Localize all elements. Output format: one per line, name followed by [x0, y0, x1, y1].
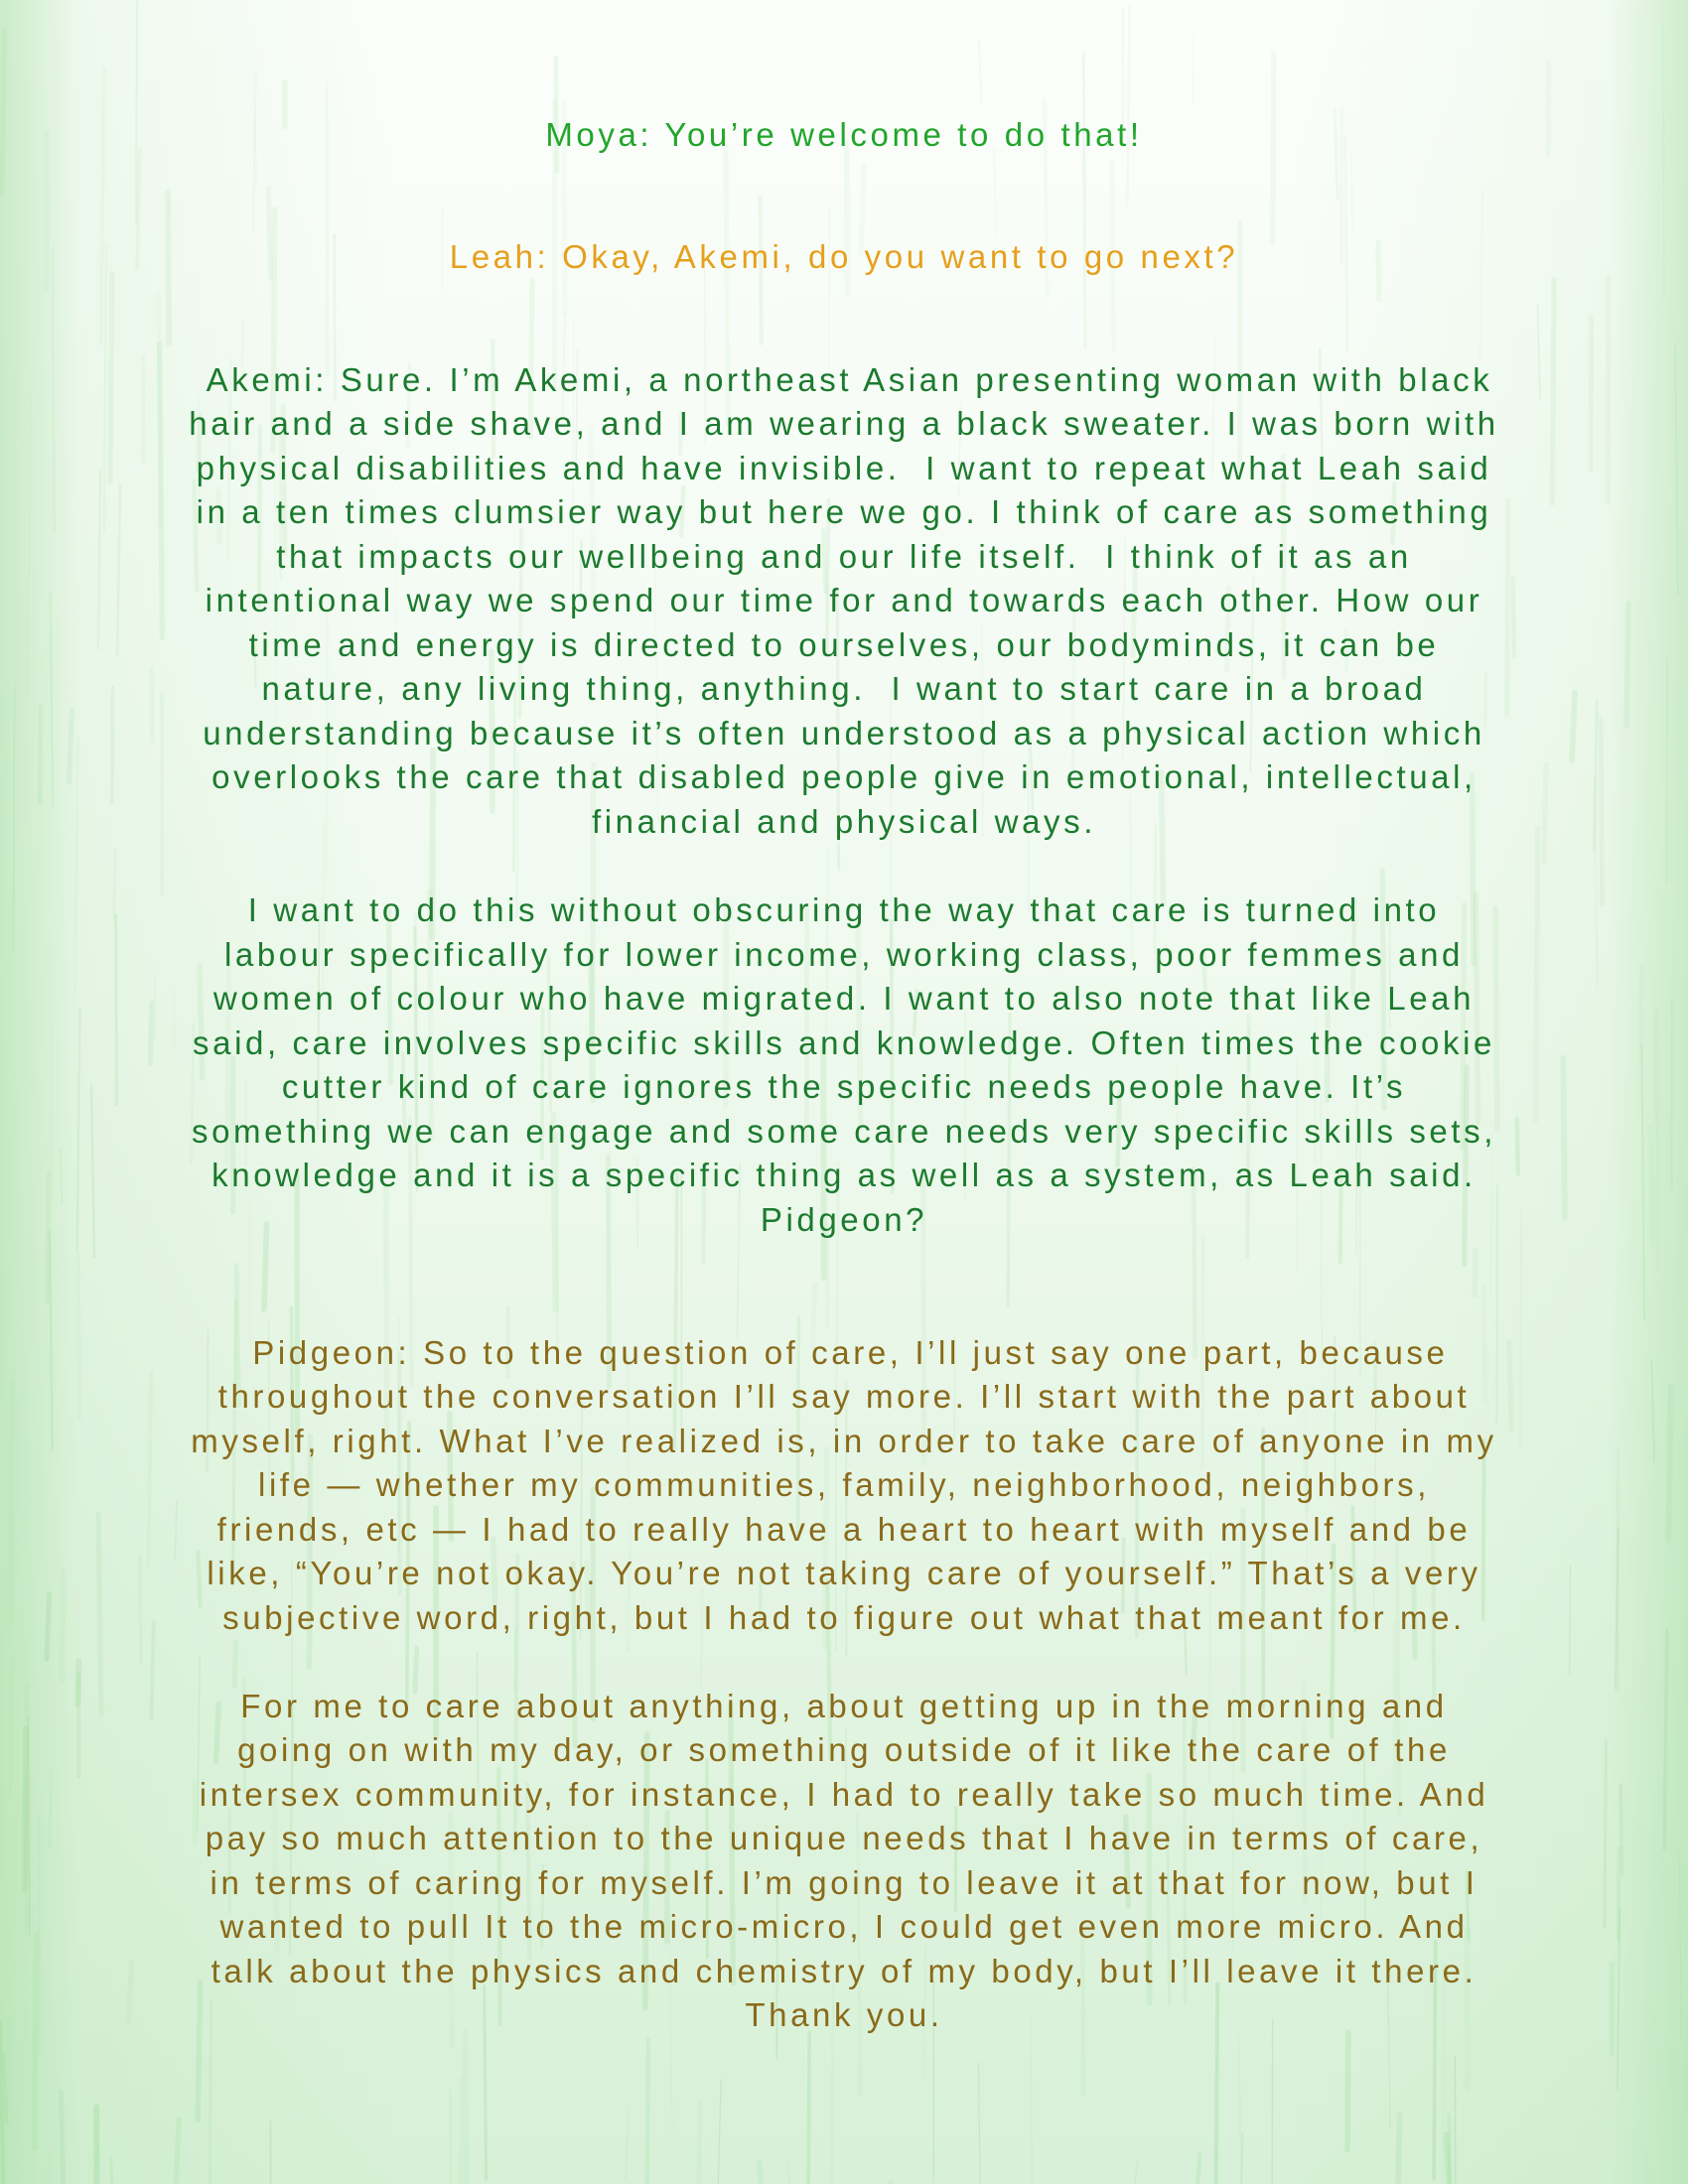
text-line: like, “You’re not okay. You’re not taking care of yourself.” That’s a very	[207, 1555, 1481, 1591]
text-line: physical disabilities and have invisible. I want to repeat what Leah said	[196, 450, 1492, 486]
text-line: something we can engage and some care needs very specific skills sets,	[191, 1113, 1497, 1150]
text-line: life — whether my communities, family, neighborhood, neighbors,	[258, 1466, 1430, 1503]
text-line: financial and physical ways.	[591, 803, 1096, 840]
text-line: women of colour who have migrated. I want to also note that like Leah	[212, 980, 1476, 1017]
text-line: intentional way we spend our time for and towards each other. How our	[205, 582, 1483, 618]
text-line: that impacts our wellbeing and our life itself. I think of it as an	[276, 538, 1412, 575]
text-line: hair and a side shave, and I am wearing a black sweater. I was born with	[189, 405, 1499, 442]
text-line: going on with my day, or something outside of it like the care of the	[237, 1731, 1451, 1768]
text-line: talk about the physics and chemistry of my body, but I’ll leave it there.	[211, 1953, 1477, 1989]
text-line: Pidgeon: So to the question of care, I’ll just say one part, because	[239, 1334, 1449, 1371]
text-line: pay so much attention to the unique needs that I have in terms of care,	[205, 1820, 1483, 1856]
text-line: time and energy is directed to ourselves, our bodyminds, it can be	[248, 626, 1440, 663]
text-line: intersex community, for instance, I had to really take so much time. And	[199, 1776, 1489, 1813]
text-line: I want to do this without obscuring the way that care is turned into	[247, 891, 1441, 928]
text-line: For me to care about anything, about getting up in the morning and	[240, 1688, 1448, 1724]
text-line: in a ten times clumsier way but here we go. I think of care as something	[196, 493, 1492, 530]
text-line: friends, etc — I had to really have a heart to heart with myself and be	[216, 1511, 1472, 1548]
text-line: Akemi: Sure. I’m Akemi, a northeast Asian presenting woman with black	[195, 361, 1493, 398]
text-line: in terms of caring for myself. I’m going to leave it at that for now, but I	[210, 1864, 1478, 1901]
moya-line: Moya: You’re welcome to do that!	[545, 116, 1143, 153]
text-line: throughout the conversation I’ll say more. I’ll start with the part about	[217, 1378, 1471, 1415]
text-line: nature, any living thing, anything. I want to start care in a broad	[261, 670, 1427, 707]
text-line: overlooks the care that disabled people give in emotional, intellectual,	[211, 758, 1477, 795]
text-line: wanted to pull It to the micro-micro, I could get even more micro. And	[219, 1908, 1469, 1945]
text-line: cutter kind of care ignores the specific needs people have. It’s	[281, 1068, 1407, 1105]
text-line: Thank you.	[745, 1996, 943, 2033]
text-line: knowledge and it is a specific thing as well as a system, as Leah said.	[211, 1157, 1477, 1193]
text-line: myself, right. What I’ve realized is, in order to take care of anyone in my	[191, 1423, 1497, 1459]
text-line: said, care involves specific skills and knowledge. Often times the cookie	[193, 1024, 1495, 1061]
text-line: subjective word, right, but I had to figure out what that meant for me.	[222, 1599, 1466, 1636]
text-line: Pidgeon?	[760, 1201, 928, 1238]
text-line: labour specifically for lower income, working class, poor femmes and	[223, 936, 1465, 973]
leah-line: Leah: Okay, Akemi, do you want to go next?	[449, 238, 1239, 275]
text-line: understanding because it’s often understood as a physical action which	[203, 715, 1485, 751]
